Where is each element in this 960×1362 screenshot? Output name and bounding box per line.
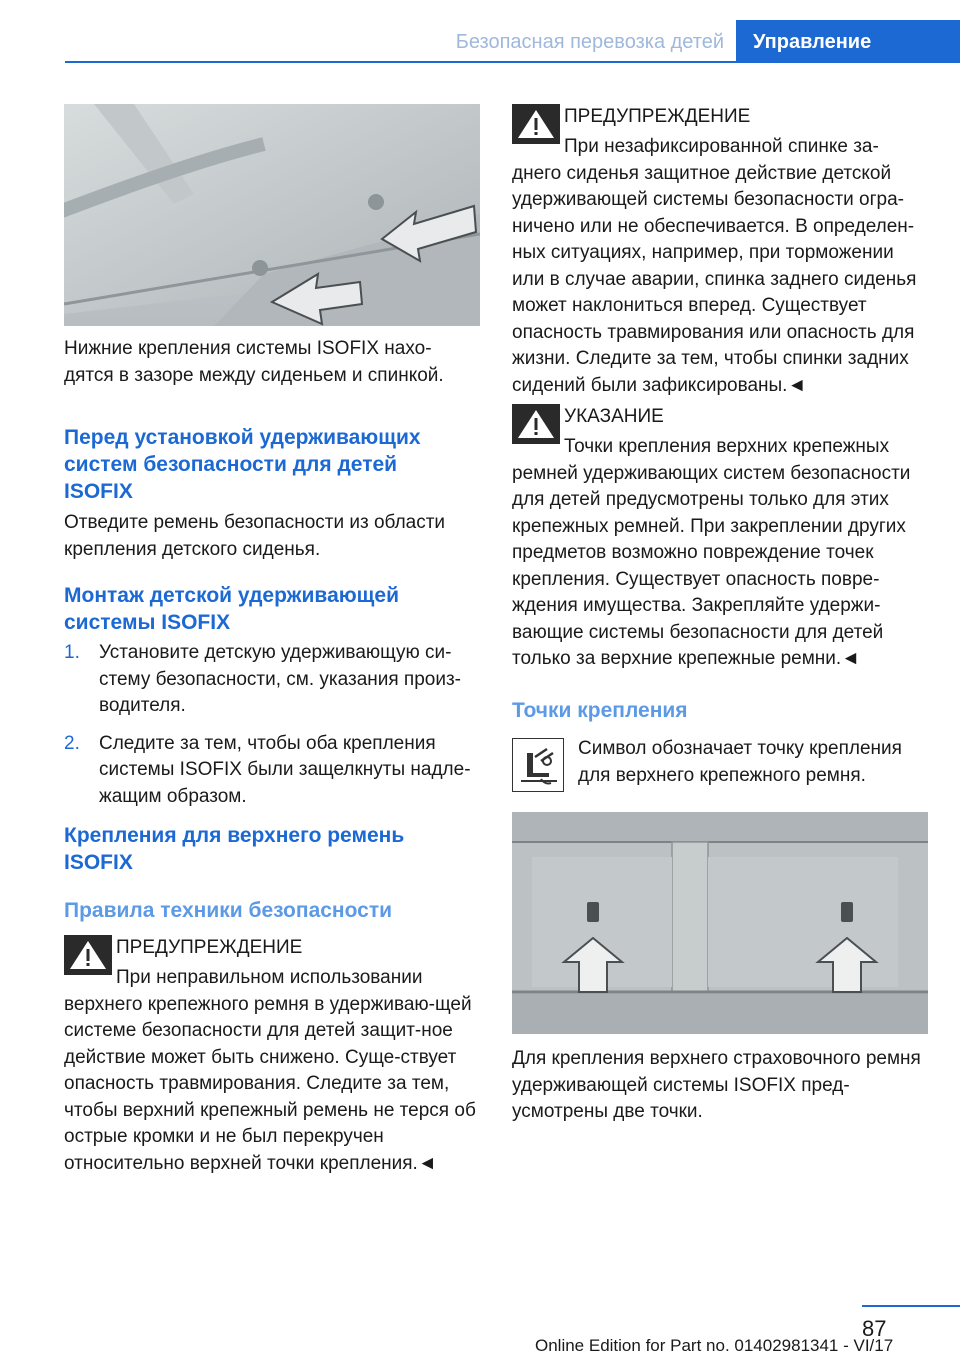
mounting-steps-list: [64, 640, 480, 810]
paragraph-before-install: Отведите ремень безопасности из области крепления детского сиденья.: [64, 512, 446, 560]
figure2-caption: Для крепления верхнего страховочного ремня удерживающей системы ISOFIX пред-усмотрены две точки.: [512, 1048, 921, 1122]
step-number: 1.: [64, 642, 80, 663]
warning-title: ПРЕДУПРЕЖДЕНИЕ: [564, 106, 751, 127]
figure-upper-anchor-points: [512, 812, 928, 1034]
notice-block: [512, 404, 928, 674]
symbol-description: Символ обозначает точку крепления для верхнего крепежного ремня.: [578, 738, 902, 786]
list-item: [64, 640, 480, 720]
warning-block-left: [64, 935, 480, 1175]
header-rule: [65, 61, 960, 63]
step-text: Установите детскую удерживающую си-стему безопасности, см. указания произ-водителя.: [99, 642, 462, 716]
warning-text: При незафиксированной спинке за-днего сиденья защитное действие детской удерживающей системы безопасности огра-ничено или не обеспечивается. В определен-ных ситуациях, например, при торможении или в случае аварии, спинка заднего сиденья может наклониться вперед. Существует опасность травмирования или опасность для жизни. Следите за тем, чтобы спинки задних сидений были зафиксированы.◄: [512, 136, 917, 396]
edition-line: Online Edition for Part no. 01402981341 - VI/17: [535, 1336, 894, 1355]
warning-text: При неправильном использовании верхнего крепежного ремня в удерживаю-щей системе безопасности для детей защит-ное действие может быть снижено. Суще-ствует опасность травмирования. Следите за тем, чтобы верхний крепежный ремень не терся об острые кромки и не был перекручен относительно верхней точки крепления.◄: [64, 967, 476, 1174]
heading-safety-rules: Правила техники безопасности: [64, 899, 393, 922]
page-number: 87: [862, 1316, 887, 1341]
step-text: Следите за тем, чтобы оба крепления системы ISOFIX были защелкнуты надле-жащим образом.: [99, 732, 471, 807]
child-seat-anchor-icon: [512, 738, 564, 792]
running-header-section: Безопасная перевозка детей: [455, 31, 724, 53]
heading-before-install: Перед установкой удерживающих систем безопасности для детей ISOFIX: [64, 426, 421, 503]
notice-text: Точки крепления верхних крепежных ремней удерживающих систем безопасности для детей предусмотрены только для этих крепежных ремней. При закреплении других предметов возможно повреждение точек крепления. Существует опасность повре-ждения имущества. Закрепляйте удержи-вающие системы безопасности для детей только за верхние крепежные ремни.◄: [512, 436, 911, 669]
heading-anchor-points: Точки крепления: [512, 699, 688, 722]
footer-rule: [862, 1305, 960, 1307]
heading-mounting: Монтаж детской удерживающей системы ISOFIX: [64, 584, 399, 634]
figure-isofix-lower-anchors: [64, 104, 480, 326]
warning-title: ПРЕДУПРЕЖДЕНИЕ: [116, 937, 303, 958]
notice-title: УКАЗАНИЕ: [564, 406, 664, 427]
heading-upper-anchors: Крепления для верхнего ремень ISOFIX: [64, 824, 405, 874]
warning-block-right: [512, 104, 928, 394]
list-item: [64, 731, 480, 811]
step-number: 2.: [64, 732, 80, 754]
figure1-caption: Нижние крепления системы ISOFIX нахо-дятся в зазоре между сиденьем и спинкой.: [64, 338, 444, 386]
header-tab: Управление: [736, 20, 960, 63]
